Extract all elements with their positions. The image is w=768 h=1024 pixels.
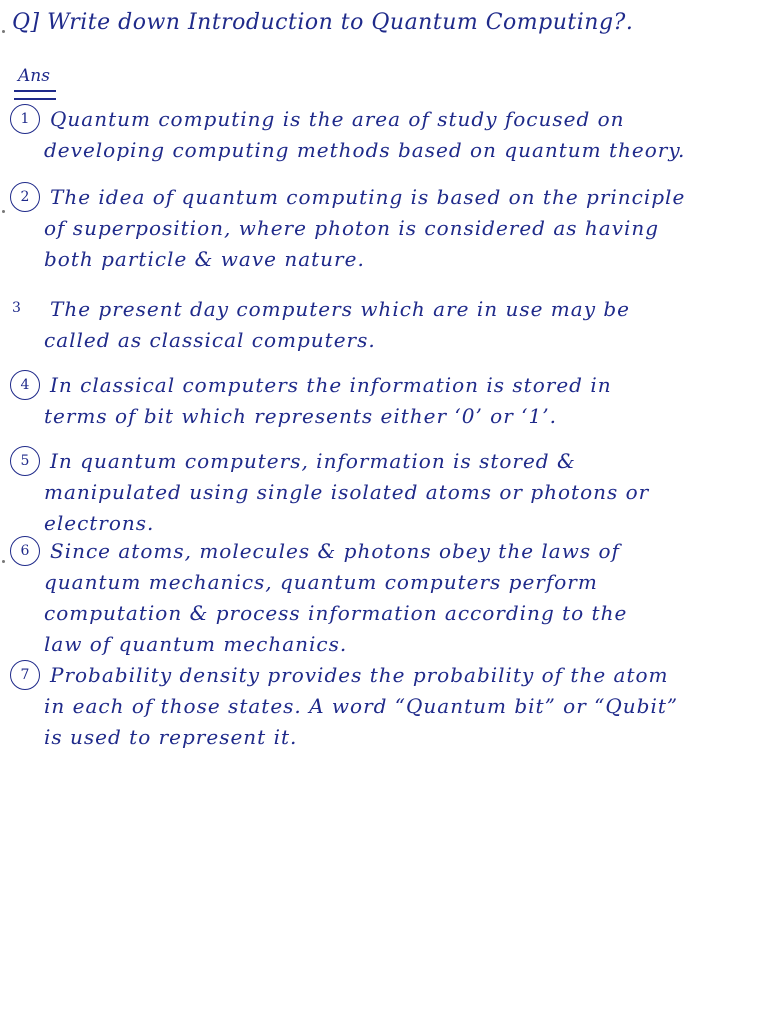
point-number-circle: 2 xyxy=(10,182,40,212)
point-1 xyxy=(10,104,762,166)
point-2 xyxy=(10,182,762,275)
point-7 xyxy=(10,660,762,753)
point-line: is used to represent it. xyxy=(44,725,298,749)
point-line: terms of bit which represents either ‘0’ or ‘1’. xyxy=(44,404,557,428)
point-line: both particle & wave nature. xyxy=(44,247,365,271)
point-line: in each of those states. A word “Quantum bit” or “Qubit” xyxy=(44,694,679,718)
point-line: quantum mechanics, quantum computers perform xyxy=(44,570,598,594)
point-3 xyxy=(10,294,762,356)
point-number-circle: 1 xyxy=(10,104,40,134)
margin-dot xyxy=(2,210,5,213)
point-line: Probability density provides the probability of the atom xyxy=(50,663,669,687)
point-number-circle: 6 xyxy=(10,536,40,566)
point-line: In classical computers the information is stored in xyxy=(50,373,612,397)
point-line: The present day computers which are in use may be xyxy=(50,297,630,321)
point-5 xyxy=(10,446,762,539)
point-line: Since atoms, molecules & photons obey the laws of xyxy=(50,539,620,563)
margin-dot xyxy=(2,30,5,33)
point-line: law of quantum mechanics. xyxy=(44,632,348,656)
point-line: Quantum computing is the area of study focused on xyxy=(50,107,625,131)
point-number-circle: 4 xyxy=(10,370,40,400)
point-6 xyxy=(10,536,762,660)
answer-underline xyxy=(14,90,56,100)
point-4 xyxy=(10,370,762,432)
point-number-circle: 5 xyxy=(10,446,40,476)
point-line: manipulated using single isolated atoms or photons or xyxy=(44,480,650,504)
point-line: computation & process information according to the xyxy=(44,601,628,625)
point-line: called as classical computers. xyxy=(44,328,376,352)
point-line: electrons. xyxy=(44,511,155,535)
point-line: of superposition, where photon is considered as having xyxy=(44,216,660,240)
point-line: The idea of quantum computing is based on the principle xyxy=(50,185,686,209)
point-number-circle: 7 xyxy=(10,660,40,690)
question-heading: Q] Write down Introduction to Quantum Computing?. xyxy=(12,10,634,35)
margin-dot xyxy=(2,560,5,563)
point-line: In quantum computers, information is stored & xyxy=(50,449,576,473)
point-number: 3 xyxy=(12,300,21,316)
point-line: developing computing methods based on quantum theory. xyxy=(44,138,686,162)
answer-label: Ans xyxy=(18,66,50,86)
